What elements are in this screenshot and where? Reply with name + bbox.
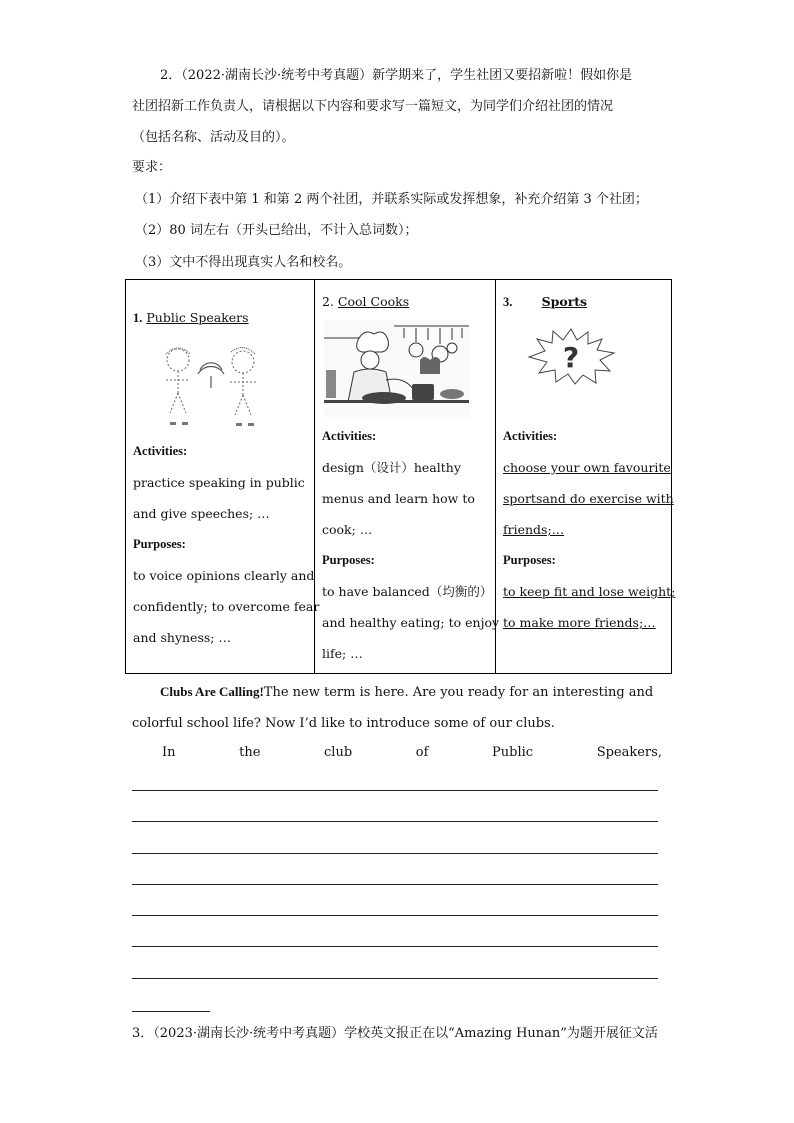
question-mark-burst-icon [526,327,616,385]
question-2-line-1: 2．（2022·湖南长沙·统考中考真题）新学期来了，学生社团又要招新啦！假如你是 [160,68,633,83]
writing-line[interactable] [132,821,658,822]
club-cell-sports [496,280,676,674]
requirements-label: 要求： [132,160,172,175]
club-1-heading: 1. Public Speakers [133,310,249,325]
requirement-2: （2）80 词左右（开头已给出，不计入总词数）； [135,223,418,238]
writing-line[interactable] [132,790,658,791]
writing-line[interactable] [132,978,658,979]
clubs-table [125,279,676,674]
writing-line[interactable] [132,946,658,947]
club-2-name: Cool Cooks [337,294,410,309]
essay-start-line: In the club of Public Speakers, [162,745,662,760]
club-2-body: Activities: design（设计）healthy menus and learn how to cook; … Purposes: to have balanced（均衡的） and healthy eating; to enjoy life; … [322,429,500,661]
requirement-3: （3）文中不得出现真实人名和校名。 [135,255,352,270]
writing-line[interactable] [132,853,658,854]
essay-intro [132,676,662,739]
club-3-name: Sports [541,294,588,309]
writing-line[interactable] [132,884,658,885]
club-1-name: Public Speakers [146,310,249,325]
club-3-heading: 3. Sports [503,286,667,318]
public-speakers-sketch-icon [148,340,278,432]
writing-line-short[interactable] [132,1011,210,1012]
question-2-line-3: （包括名称、活动及目的）。 [132,130,295,145]
essay-intro-text: The new term is here. Are you ready for an interesting and colorful school life? Now I’d like to introduce some of our clubs. [132,685,654,731]
club-cell-public-speakers [126,280,320,674]
writing-line[interactable] [132,915,658,916]
essay-title: Clubs Are Calling! [160,684,264,699]
chef-cooking-icon [324,320,469,418]
question-2-line-2: 社团招新工作负责人，请根据以下内容和要求写一篇短文，为同学们介绍社团的情况 [132,99,614,114]
requirement-1: （1）介绍下表中第 1 和第 2 两个社团，并联系实际或发挥想象，补充介绍第 3 个社团； [135,192,648,207]
club-3-body: Activities: choose your own favourite sportsand do exercise with friends;… Purposes: to keep fit and lose weight; to make more friends;… [503,429,676,630]
question-3-line-1: 3．（2023·湖南长沙·统考中考真题）学校英文报正在以“Amazing Hunan”为题开展征文活 [132,1026,658,1041]
club-1-body: Activities: practice speaking in public and give speeches; … Purposes: to voice opinions clearly and confidently; to overcome fear and shyness; … [133,444,320,645]
svg-text:?: ? [562,341,580,374]
club-2-heading: 2. Cool Cooks [322,294,410,309]
club-cell-cool-cooks [315,280,500,674]
